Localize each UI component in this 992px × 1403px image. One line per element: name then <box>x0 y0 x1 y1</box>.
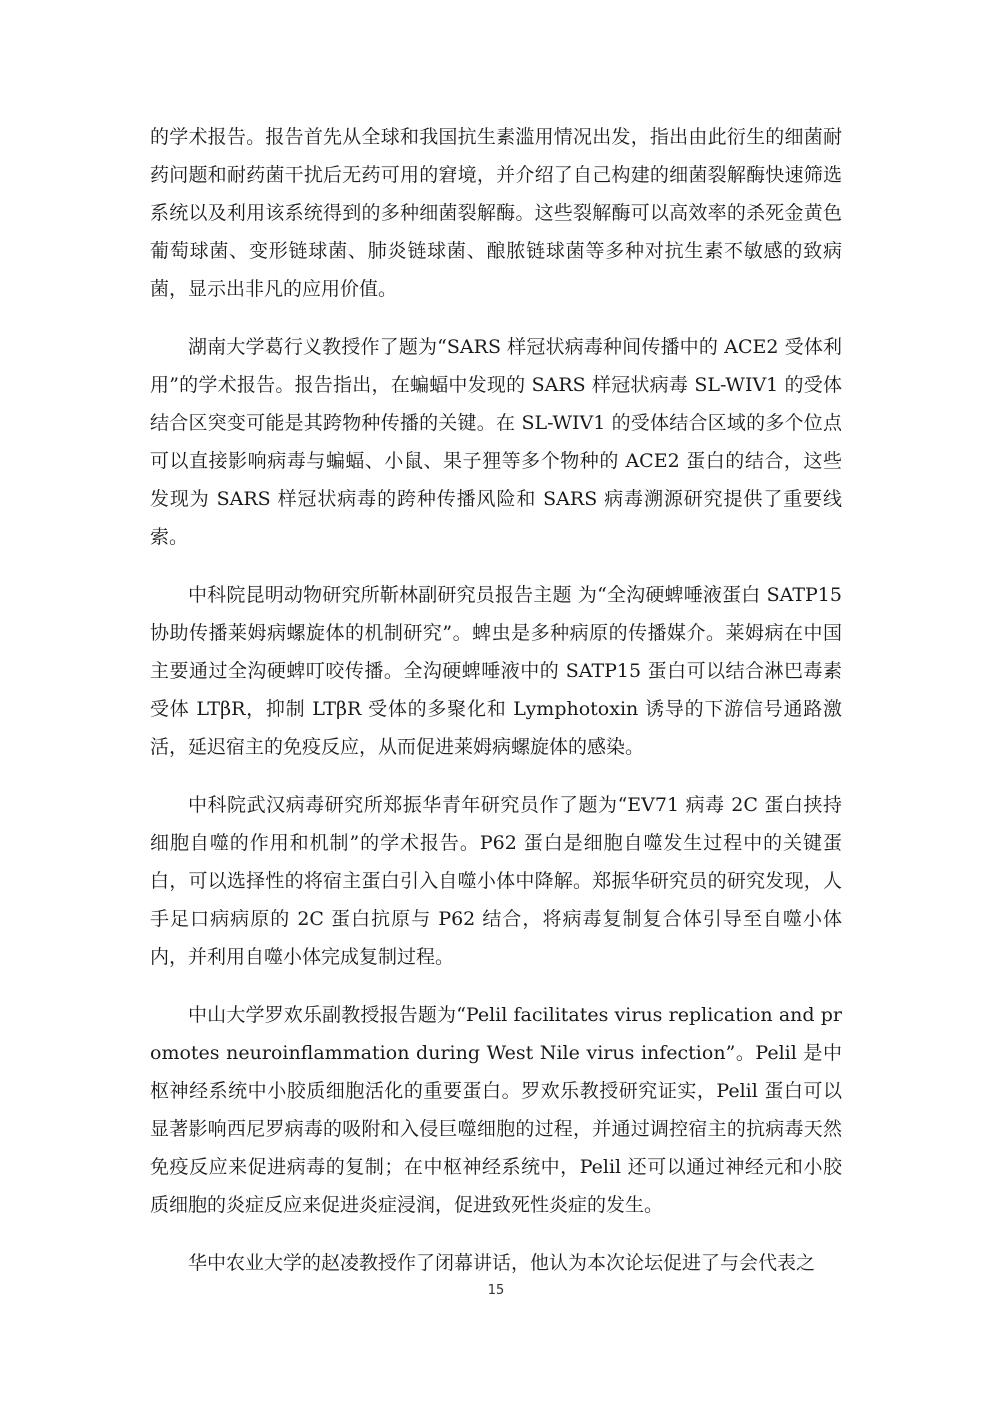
paragraph-ge-xingyi-report: 湖南大学葛行义教授作了题为“SARS 样冠状病毒种间传播中的 ACE2 受体利用”的学术报告。报告指出，在蝙蝠中发现的 SARS 样冠状病毒 SL-WIV1 的受体结合区突变可能是其跨物种传播的关键。在 SL-WIV1 的受体结合区域的多个位点可以直接影响病毒与蝙蝠、小鼠、果子狸等多个物种的 ACE2 蛋白的结合，这些发现为 SARS 样冠状病毒的跨种传播风险和 SARS 病毒溯源研究提供了重要线索。 <box>150 336 842 548</box>
paragraph-jin-lin-report: 中科院昆明动物研究所靳林副研究员报告主题 为“全沟硬蜱唾液蛋白 SATP15 协助传播莱姆病螺旋体的机制研究”。蜱虫是多种病原的传播媒介。莱姆病在中国主要通过全沟硬蜱叮咬传播。全沟硬蜱唾液中的 SATP15 蛋白可以结合淋巴毒素受体 LTβR，抑制 LTβR 受体的多聚化和 Lymphotoxin 诱导的下游信号通路激活，延迟宿主的免疫反应，从而促进莱姆病螺旋体的感染。 <box>150 584 842 758</box>
page-number: 15 <box>487 1283 505 1298</box>
paragraph-continuation: 的学术报告。报告首先从全球和我国抗生素滥用情况出发，指出由此衍生的细菌耐药问题和耐药菌干扰后无药可用的窘境，并介绍了自己构建的细菌裂解酶快速筛选系统以及利用该系统得到的多种细菌裂解酶。这些裂解酶可以高效率的杀死金黄色葡萄球菌、变形链球菌、肺炎链球菌、酿脓链球菌等多种对抗生素不敏感的致病菌，显示出非凡的应用价值。 <box>150 126 842 300</box>
document-body <box>150 118 842 1302</box>
paragraph-closing-speech: 华中农业大学的赵凌教授作了闭幕讲话，他认为本次论坛促进了与会代表之 <box>188 1252 816 1274</box>
paragraph-luo-huanle-report: 中山大学罗欢乐副教授报告题为“Pelil facilitates virus replication and promotes neuroinflammation during West Nile virus infection”。Pelil 是中枢神经系统中小胶质细胞活化的重要蛋白。罗欢乐教授研究证实，Pelil 蛋白可以显著影响西尼罗病毒的吸附和入侵巨噬细胞的过程，并通过调控宿主的抗病毒天然免疫反应来促进病毒的复制；在中枢神经系统中，Pelil 还可以通过神经元和小胶质细胞的炎症反应来促进炎症浸润，促进致死性炎症的发生。 <box>150 1004 842 1216</box>
paragraph-zheng-zhenhua-report: 中科院武汉病毒研究所郑振华青年研究员作了题为“EV71 病毒 2C 蛋白挟持细胞自噬的作用和机制”的学术报告。P62 蛋白是细胞自噬发生过程中的关键蛋白，可以选择性的将宿主蛋白引入自噬小体中降解。郑振华研究员的研究发现，人手足口病病原的 2C 蛋白抗原与 P62 结合，将病毒复制复合体引导至自噬小体内，并利用自噬小体完成复制过程。 <box>150 794 842 968</box>
